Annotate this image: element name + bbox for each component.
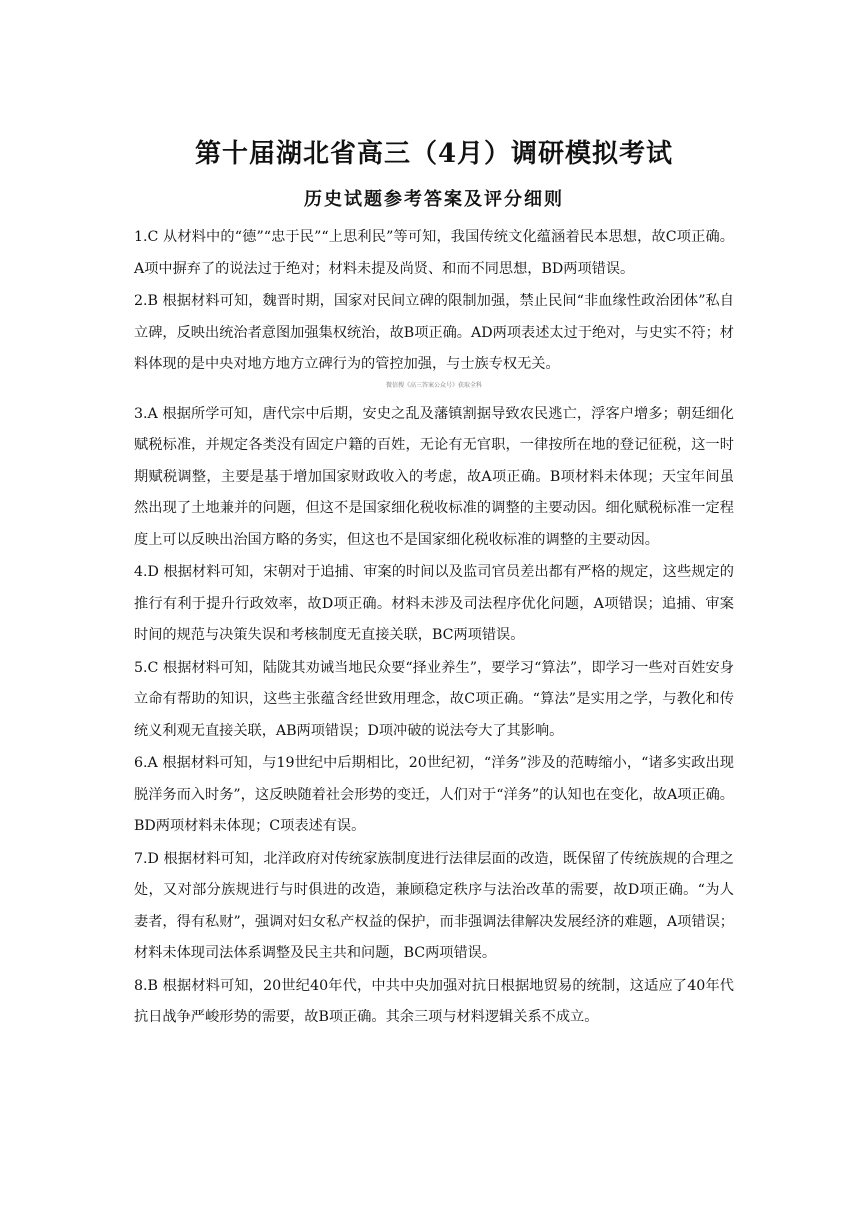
answer-item-1: 1.C 从材料中的“德”“忠于民”“上思利民”等可知，我国传统文化蕴涵着民本思想，故C项正确。A项中摒弃了的说法过于绝对；材料未提及尚贤、和而不同思想，BD两项错误。 xyxy=(134,229,734,277)
answer-item-8: 8.B 根据材料可知，20世纪40年代，中共中央加强对抗日根据地贸易的统制，这适应了40年代抗日战争严峻形势的需要，故B项正确。其余三项与材料逻辑关系不成立。 xyxy=(134,977,734,1025)
watermark-text: 微信搜《高三答案公众号》获取全科 xyxy=(385,382,482,389)
answer-list xyxy=(134,222,734,1035)
document-subtitle: 历史试题参考答案及评分细则 xyxy=(304,189,564,210)
answer-item-5: 5.C 根据材料可知，陆陇其劝诫当地民众要“择业养生”，要学习“算法”，即学习一些对百姓安身立命有帮助的知识，这些主张蕴含经世致用理念，故C项正确。“算法”是实用之学，与教化和传统义利观无直接关联，AB两项错误；D项冲破的说法夸大了其影响。 xyxy=(134,659,734,739)
document-title: 第十届湖北省高三（4月）调研模拟考试 xyxy=(194,139,674,169)
answer-item-3: 3.A 根据所学可知，唐代宗中后期，安史之乱及藩镇割据导致农民逃亡，浮客户增多；朝廷细化赋税标准，并规定各类没有固定户籍的百姓，无论有无官职，一律按所在地的登记征税，这一时期赋税调整，主要是基于增加国家财政收入的考虑，故A项正确。B项材料未体现；天宝年间虽然出现了土地兼并的问题，但这不是国家细化税收标准的调整的主要动因。细化赋税标准一定程度上可以反映出治国方略的务实，但这也不是国家细化税收标准的调整的主要动因。 xyxy=(134,405,734,548)
answer-item-6: 6.A 根据材料可知，与19世纪中后期相比，20世纪初，“洋务”涉及的范畴缩小，“诸多实政出现脱洋务而入时务”，这反映随着社会形势的变迁，人们对于“洋务”的认知也在变化，故A项正确。BD两项材料未体现；C项表述有误。 xyxy=(134,755,734,834)
answer-item-7: 7.D 根据材料可知，北洋政府对传统家族制度进行法律层面的改造，既保留了传统族规的合理之处，又对部分族规进行与时俱进的改造，兼顾稳定秩序与法治改革的需要，故D项正确。“为人妻者，得有私财”，强调对妇女私产权益的保护，而非强调法律解决发展经济的难题，A项错误；材料未体现司法体系调整及民主共和问题，BC两项错误。 xyxy=(134,850,734,961)
answer-item-2: 2.B 根据材料可知，魏晋时期，国家对民间立碑的限制加强，禁止民间“非血缘性政治团体”私自立碑，反映出统治者意图加强集权统治，故B项正确。AD两项表述太过于绝对，与史实不符；材料体现的是中央对地方地方立碑行为的管控加强，与士族专权无关。 xyxy=(134,293,734,372)
answer-item-4: 4.D 根据材料可知，宋朝对于追捕、审案的时间以及监司官员差出都有严格的规定，这些规定的推行有利于提升行政效率，故D项正确。材料未涉及司法程序优化问题，A项错误；追捕、审案时间的规范与决策失误和考核制度无直接关联，BC两项错误。 xyxy=(134,564,734,643)
